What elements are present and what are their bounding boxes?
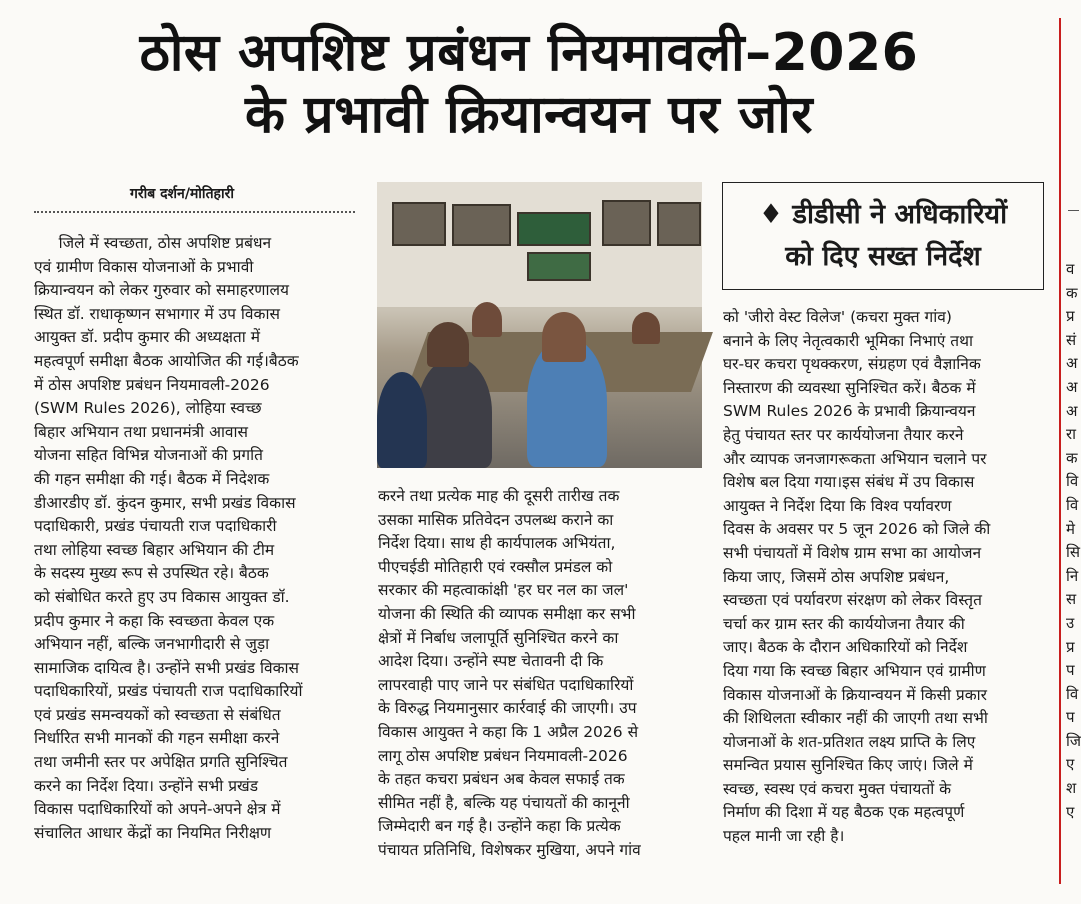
- text-line: ए: [1066, 755, 1075, 774]
- text-line: व: [1066, 260, 1075, 278]
- text-line: योजना की स्थिति की व्यापक समीक्षा कर सभी: [378, 604, 636, 623]
- text-line: विकास योजनाओं के क्रियान्वयन में किसी प्रकार: [723, 685, 987, 704]
- text-line: अभियान नहीं, बल्कि जनभागीदारी से जुड़ा: [34, 635, 270, 654]
- subheading-box: [722, 182, 1044, 290]
- text-line: पीएचईडी मोतिहारी एवं रक्सौल प्रमंडल को: [378, 557, 613, 576]
- text-line: सीमित नहीं है, बल्कि यह पंचायतों की कानूनी: [378, 793, 630, 812]
- text-line: सरकार की महत्वाकांक्षी 'हर घर नल का जल': [378, 581, 629, 600]
- text-line: क: [1066, 448, 1078, 467]
- byline: गरीब दर्शन/मोतिहारी: [130, 186, 234, 202]
- text-line: विकास आयुक्त ने कहा कि 1 अप्रैल 2026 से: [378, 722, 639, 741]
- text-line: तथा लोहिया स्वच्छ बिहार अभियान की टीम: [34, 540, 275, 559]
- text-line: निर्धारित सभी मानकों की गहन समीक्षा करने: [34, 729, 280, 748]
- text-line: लागू ठोस अपशिष्ट प्रबंधन नियमावली-2026: [378, 746, 628, 765]
- text-line: प्रदीप कुमार ने कहा कि स्वच्छता केवल एक: [34, 611, 275, 630]
- text-line: को 'जीरो वेस्ट विलेज' (कचरा मुक्त गांव): [723, 308, 952, 326]
- text-line: एवं प्रखंड समन्वयकों को स्वच्छता से संबंधित: [34, 705, 281, 724]
- text-line: अ: [1066, 401, 1078, 420]
- text-line: घर-घर कचरा पृथक्करण, संग्रहण एवं वैज्ञानिक: [723, 355, 981, 374]
- headline: [0, 22, 1058, 146]
- adjacent-article-fragment: [1066, 258, 1079, 878]
- text-line: के विरुद्ध नियमानुसार कार्रवाई की जाएगी। उप: [378, 699, 637, 718]
- subheading-text-1: डीडीसी ने अधिकारियों: [792, 199, 1008, 230]
- text-line: निर्माण की दिशा में यह बैठक एक महत्वपूर्ण: [723, 803, 965, 822]
- text-line: सं: [1066, 330, 1077, 349]
- text-line: पंचायत प्रतिनिधि, विशेषकर मुखिया, अपने गांव: [378, 840, 641, 859]
- text-line: आदेश दिया। उन्होंने स्पष्ट चेतावनी दी कि: [378, 652, 604, 671]
- text-line: (SWM Rules 2026), लोहिया स्वच्छ: [34, 399, 262, 418]
- article-column-2: [378, 485, 702, 863]
- text-line: संचालित आधार केंद्रों का नियमित निरीक्षण: [34, 823, 272, 842]
- column-divider-rule: [1059, 18, 1061, 884]
- text-line: मे: [1066, 519, 1075, 538]
- subheading-line-1: [723, 194, 1043, 236]
- text-line: वि: [1066, 495, 1079, 514]
- text-line: लापरवाही पाए जाने पर संबंधित पदाधिकारियों: [378, 675, 634, 694]
- text-line: महत्वपूर्ण समीक्षा बैठक आयोजित की गई।बैठक: [34, 351, 299, 370]
- text-line: स्वच्छता एवं पर्यावरण संरक्षण को लेकर विस्तृत: [723, 591, 982, 610]
- text-line: करने तथा प्रत्येक माह की दूसरी तारीख तक: [378, 487, 620, 505]
- text-line: रा: [1066, 425, 1077, 444]
- text-line: पदाधिकारी, प्रखंड पंचायती राज पदाधिकारी: [34, 517, 277, 536]
- text-line: तथा जमीनी स्तर पर अपेक्षित प्रगति सुनिश्चित: [34, 753, 288, 772]
- text-line: विकास पदाधिकारियों को अपने-अपने क्षेत्र में: [34, 800, 281, 819]
- text-line: बनाने के लिए नेतृत्वकारी भूमिका निभाएं तथा: [723, 331, 974, 350]
- text-line: श: [1066, 779, 1077, 798]
- text-line: डीआरडीए डॉ. कुंदन कुमार, सभी प्रखंड विकास: [34, 493, 296, 512]
- text-line: प: [1066, 661, 1075, 680]
- article-column-3: [723, 306, 1050, 849]
- text-line: करने का निर्देश दिया। उन्होंने सभी प्रखंड: [34, 776, 258, 795]
- text-line: उ: [1066, 613, 1075, 632]
- text-line: सभी पंचायतों में विशेष ग्राम सभा का आयोजन: [723, 543, 982, 562]
- text-line: की गहन समीक्षा की गई। बैठक में निदेशक: [34, 469, 270, 488]
- text-line: जि: [1066, 731, 1081, 750]
- headline-line-2: के प्रभावी क्रियान्वयन पर जोर: [245, 85, 813, 145]
- text-line: किया जाए, जिसमें ठोस अपशिष्ट प्रबंधन,: [723, 567, 950, 586]
- text-line: और व्यापक जनजागरूकता अभियान चलाने पर: [723, 449, 987, 468]
- diamond-icon: ♦: [758, 199, 784, 230]
- text-line: जिम्मेदारी बन गई है। उन्होंने कहा कि प्रत्येक: [378, 817, 621, 836]
- text-line: आयुक्त ने निर्देश दिया कि विश्व पर्यावरण: [723, 496, 952, 515]
- byline-divider: [34, 211, 355, 213]
- text-line: जाए। बैठक के दौरान अधिकारियों को निर्देश: [723, 638, 968, 657]
- text-line: क्षेत्रों में निर्बाध जलापूर्ति सुनिश्चित करने का: [378, 628, 619, 647]
- article-column-1: [34, 232, 356, 845]
- text-line: जिले में स्वच्छता, ठोस अपशिष्ट प्रबंधन: [34, 234, 272, 252]
- text-line: आयुक्त डॉ. प्रदीप कुमार की अध्यक्षता में: [34, 328, 260, 347]
- text-line: चर्चा कर ग्राम स्तर की कार्ययोजना तैयार की: [723, 614, 965, 633]
- text-line: दिवस के अवसर पर 5 जून 2026 को जिले की: [723, 520, 991, 539]
- text-line: को संबोधित करते हुए उप विकास आयुक्त डॉ.: [34, 587, 290, 606]
- text-line: स: [1066, 590, 1077, 609]
- text-line: स्वच्छ, स्वस्थ एवं कचरा मुक्त पंचायतों के: [723, 779, 952, 798]
- text-line: योजना सहित विभिन्न योजनाओं की प्रगति: [34, 446, 263, 465]
- text-line: SWM Rules 2026 के प्रभावी क्रियान्वयन: [723, 402, 976, 421]
- text-line: हेतु पंचायत स्तर पर कार्ययोजना तैयार करने: [723, 425, 964, 444]
- text-line: निर्देश दिया। साथ ही कार्यपालक अभियंता,: [378, 534, 616, 553]
- text-line: स्थित डॉ. राधाकृष्णन सभागार में उप विकास: [34, 304, 280, 323]
- text-line: अ: [1066, 354, 1078, 373]
- text-line: प्र: [1066, 637, 1075, 656]
- text-line: दिया गया कि स्वच्छ बिहार अभियान एवं ग्रामीण: [723, 661, 986, 680]
- text-line: बिहार अभियान तथा प्रधानमंत्री आवास: [34, 422, 249, 441]
- text-line: विशेष बल दिया गया।इस संबंध में उप विकास: [723, 473, 975, 492]
- text-line: के तहत कचरा प्रबंधन अब केवल सफाई तक: [378, 770, 625, 789]
- text-line: पहल मानी जा रही है।: [723, 827, 845, 846]
- text-line: क्रियान्वयन को लेकर गुरुवार को समाहरणालय: [34, 281, 290, 300]
- text-line: ए: [1066, 802, 1075, 821]
- text-line: प: [1066, 708, 1075, 727]
- text-line: प्र: [1066, 307, 1075, 326]
- text-line: पदाधिकारियों, प्रखंड पंचायती राज पदाधिकारियों: [34, 682, 303, 701]
- text-line: समन्वित प्रयास सुनिश्चित किए जाएं। जिले में: [723, 756, 973, 775]
- text-line: की शिथिलता स्वीकार नहीं की जाएगी तथा सभी: [723, 709, 988, 728]
- text-line: क: [1066, 283, 1078, 302]
- text-line: अ: [1066, 377, 1078, 396]
- text-line: सि: [1066, 543, 1081, 562]
- headline-line-1: ठोस अपशिष्ट प्रबंधन नियमावली–2026: [139, 23, 919, 83]
- adjacent-column-rule: [1068, 210, 1079, 211]
- text-line: निस्तारण की व्यवस्था सुनिश्चित करें। बैठक में: [723, 378, 976, 397]
- text-line: उसका मासिक प्रतिवेदन उपलब्ध कराने का: [378, 510, 614, 529]
- text-line: वि: [1066, 684, 1079, 703]
- text-line: योजनाओं के शत-प्रतिशत लक्ष्य प्राप्ति के लिए: [723, 732, 976, 751]
- text-line: में ठोस अपशिष्ट प्रबंधन नियमावली-2026: [34, 375, 270, 394]
- text-line: के सदस्य मुख्य रूप से उपस्थित रहे। बैठक: [34, 564, 269, 583]
- text-line: सामाजिक दायित्व है। उन्होंने सभी प्रखंड विकास: [34, 658, 300, 677]
- meeting-photo: [377, 182, 702, 468]
- text-line: वि: [1066, 472, 1079, 491]
- text-line: नि: [1066, 566, 1079, 585]
- subheading-line-2: को दिए सख्त निर्देश: [785, 241, 981, 272]
- text-line: एवं ग्रामीण विकास योजनाओं के प्रभावी: [34, 257, 254, 276]
